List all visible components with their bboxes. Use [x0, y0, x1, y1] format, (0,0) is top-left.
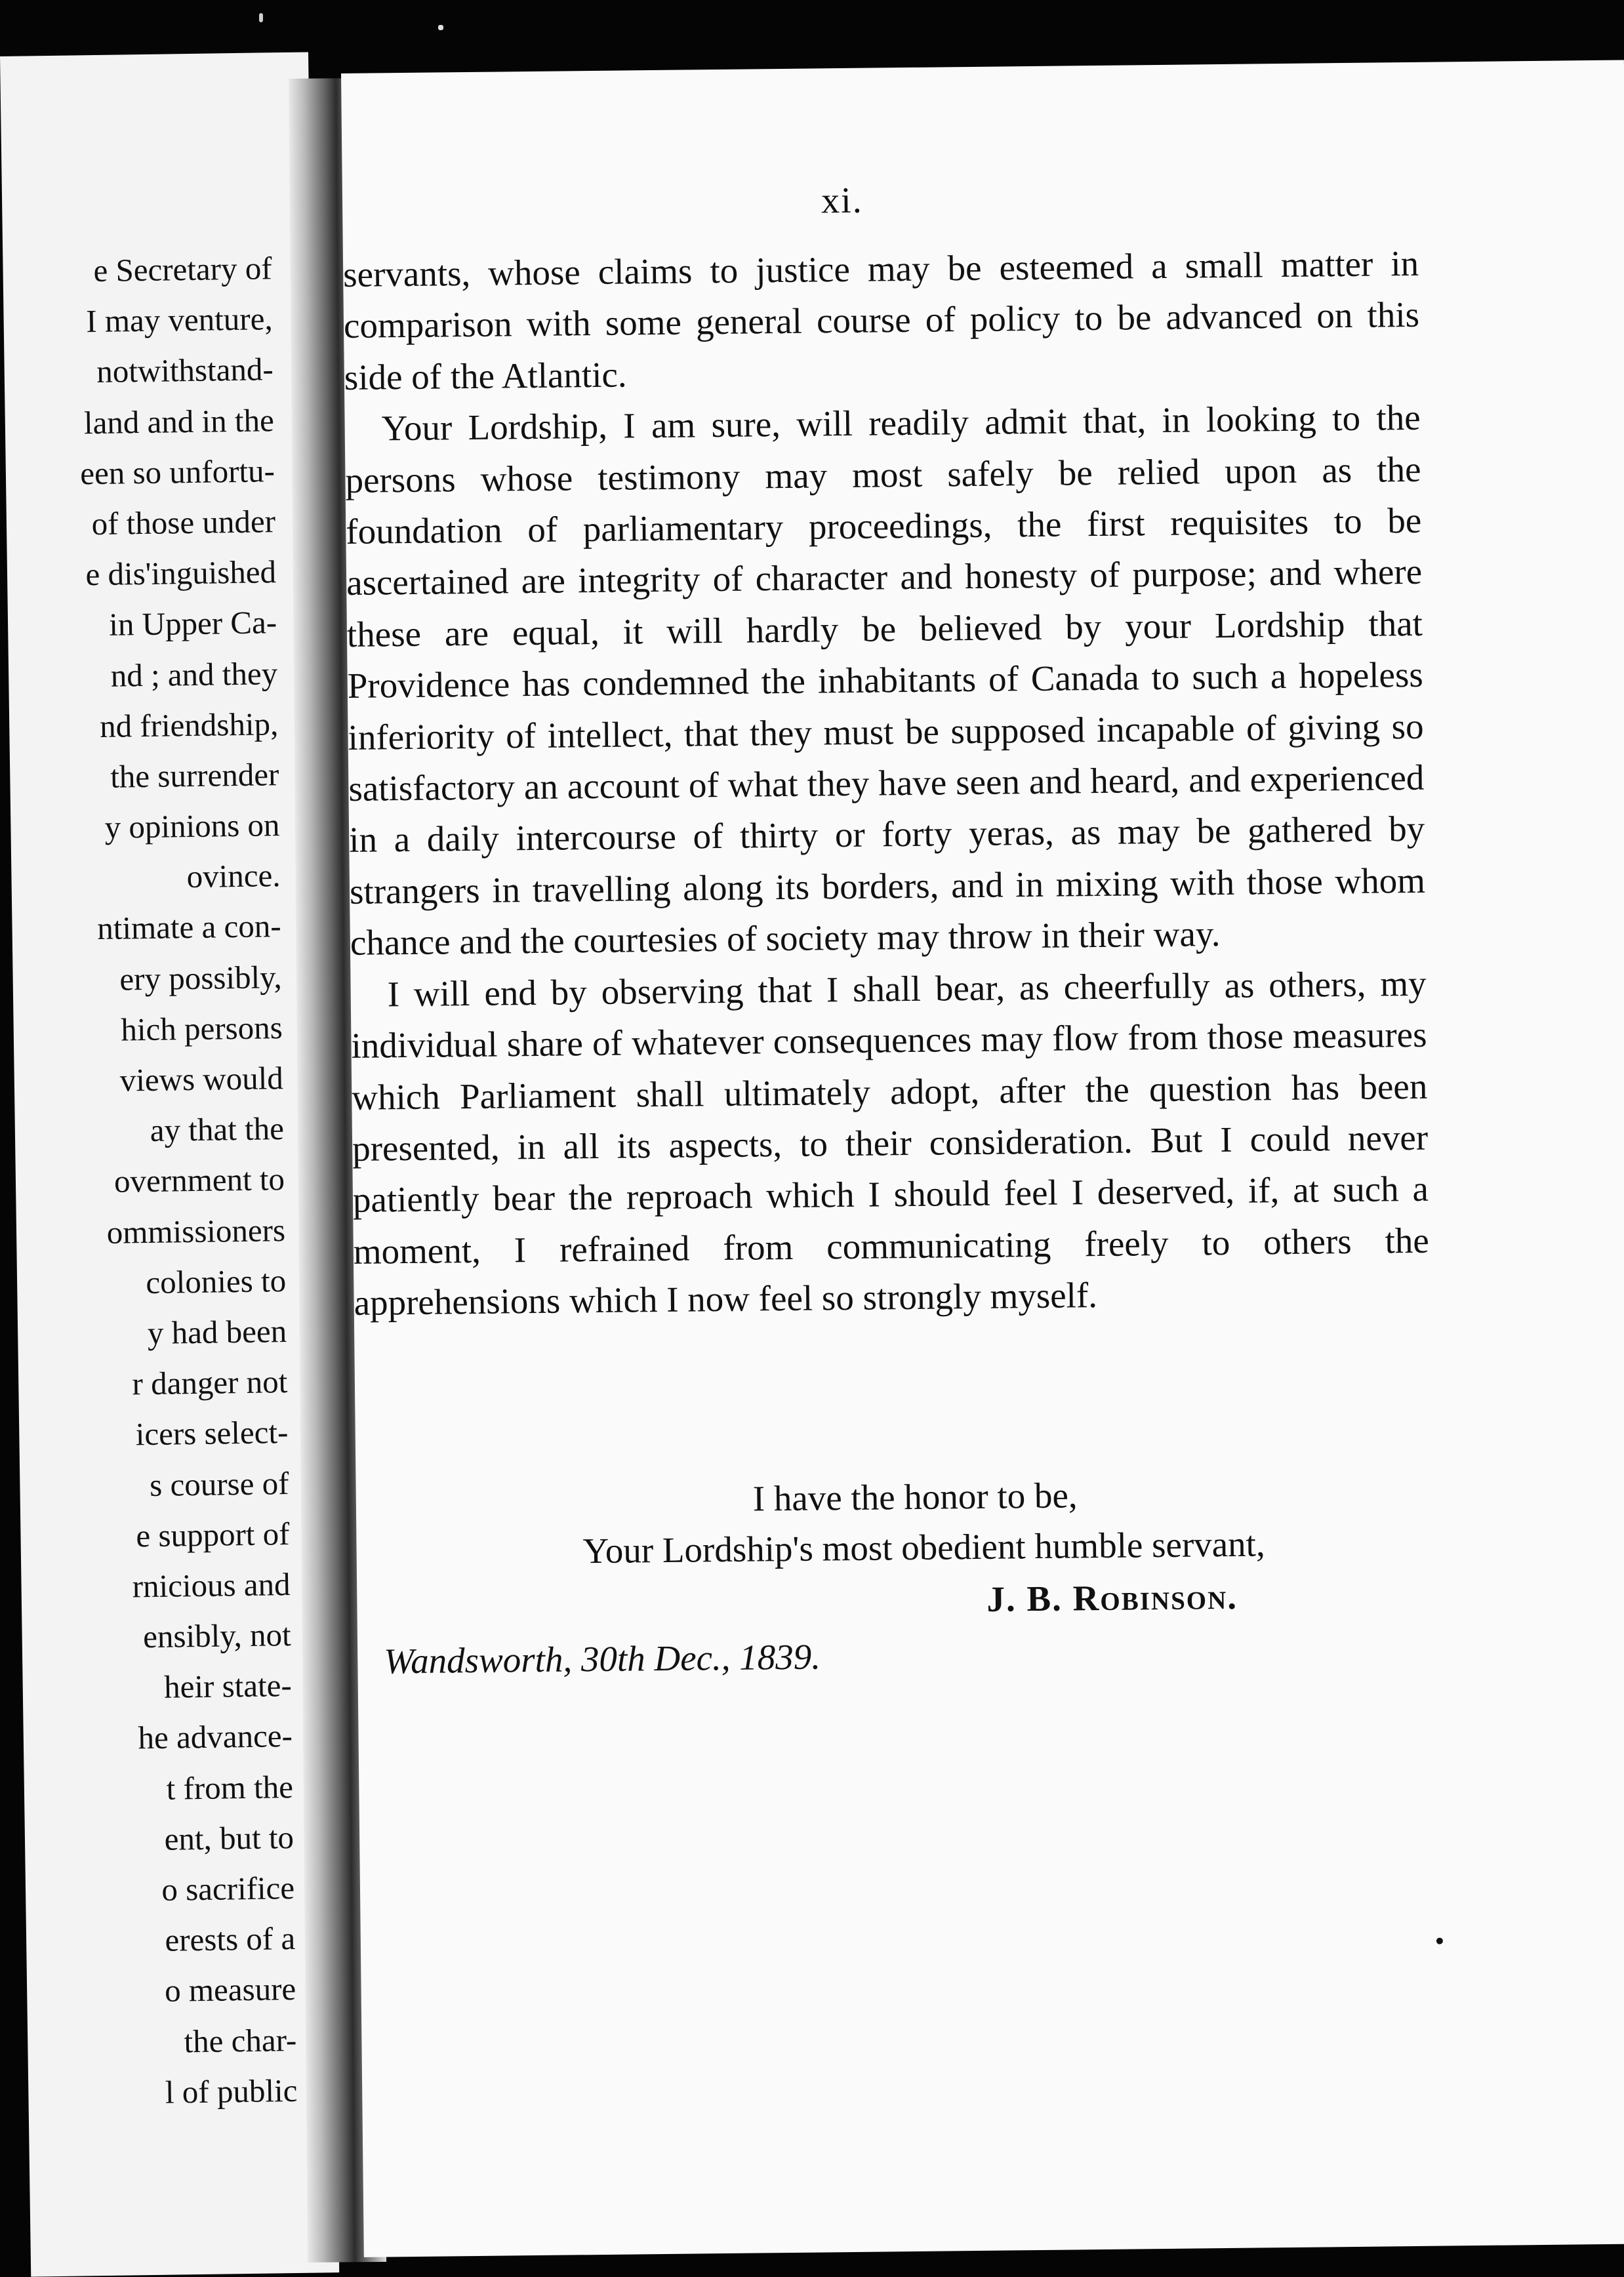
- left-page-line: [9, 698, 279, 753]
- left-page-line-text: o sacrifice: [161, 1870, 295, 1908]
- left-page-line: [23, 1710, 293, 1765]
- left-page-line: [14, 1103, 284, 1158]
- left-facing-page: [0, 52, 339, 2276]
- left-page-line-text: land and in the: [83, 401, 275, 441]
- left-page-line-text: views would: [119, 1060, 284, 1098]
- signature: [986, 1576, 1238, 1620]
- left-page-line-text: r danger not: [132, 1363, 288, 1402]
- left-page-line-text: ntimate a con-: [96, 908, 281, 947]
- left-page-line: [4, 344, 274, 399]
- signature-initials: J. B.: [986, 1578, 1073, 1619]
- left-page-line-text: notwithstand-: [96, 351, 274, 390]
- left-page-line: [17, 1255, 287, 1310]
- left-page-line: [28, 2015, 297, 2069]
- left-page-line-text: ovince.: [186, 857, 281, 895]
- left-page-line: [16, 1205, 286, 1259]
- left-page-line-text: ensibly, not: [142, 1617, 292, 1655]
- left-page-line: [3, 293, 273, 348]
- left-page-line: [26, 1913, 296, 1967]
- left-page-line: [28, 2065, 298, 2120]
- left-page-line: [22, 1660, 292, 1714]
- left-page-line: [13, 1002, 283, 1057]
- left-page-line: [10, 749, 279, 803]
- left-page-line-text: hich persons: [121, 1009, 283, 1048]
- salutation: I have the honor to be,: [752, 1475, 1078, 1519]
- left-page-line-text: ery possibly,: [119, 958, 283, 997]
- left-page-line-text: erests of a: [165, 1920, 296, 1958]
- left-page-line-text: y opinions on: [104, 807, 280, 845]
- left-page-line-text: e dis'inguished: [85, 554, 277, 593]
- left-page-line-text: ommissioners: [106, 1211, 286, 1251]
- left-page-line-text: o measure: [164, 1971, 296, 2009]
- left-page-line-text: of those under: [91, 503, 276, 542]
- left-page-line-text: icers select-: [135, 1414, 289, 1453]
- place-and-date: Wandsworth, 30th Dec., 1839.: [384, 1636, 821, 1682]
- left-page-line: [8, 597, 277, 652]
- left-page-line-text: ay that the: [150, 1110, 285, 1149]
- left-page-line-text: s course of: [149, 1464, 289, 1503]
- left-page-line-text: in Upper Ca-: [108, 604, 277, 643]
- paragraph-3: I will end by observing that I shall bear, as cheerfully as others, my individual share of whatever consequences may flow from those measures which Parliament shall ultimately adopt, after the question has been presented, in all its aspects, to their consideration. But I could never patiently bear the reproach which I should feel I deserved, if, at such a moment, I refrained from communicating freely to others the apprehensions which I now feel so strongly myself.: [351, 963, 1430, 1323]
- right-page: [341, 60, 1624, 2257]
- left-page-line: [19, 1407, 289, 1461]
- left-page-line-text: l of public: [165, 2072, 298, 2110]
- letter-body: [343, 238, 1430, 1329]
- left-page-line: [5, 395, 274, 449]
- page-number: xi.: [821, 180, 863, 222]
- left-page-line: [12, 952, 282, 1006]
- left-page-line-text: overnment to: [113, 1161, 285, 1200]
- left-page-line: [5, 445, 275, 500]
- signature-surname: Robinson.: [1072, 1576, 1238, 1619]
- left-page-line: [11, 850, 281, 904]
- left-page-line: [21, 1559, 291, 1613]
- left-page-line: [7, 546, 277, 601]
- scan-speck: [438, 25, 443, 30]
- left-page-line: [14, 1053, 283, 1107]
- left-page-line: [18, 1356, 288, 1411]
- left-page-line-text: e support of: [136, 1515, 290, 1554]
- left-page-line-text: y had been: [147, 1313, 287, 1351]
- left-page-line: [10, 799, 280, 854]
- left-page-line-text: nd ; and they: [110, 655, 278, 694]
- left-page-line-text: the char-: [184, 2021, 297, 2059]
- left-page-line: [20, 1458, 289, 1512]
- left-page-line: [20, 1508, 290, 1563]
- left-page-line-text: the surrender: [110, 756, 279, 795]
- left-page-line: [24, 1812, 294, 1866]
- left-page-line-text: rnicious and: [132, 1565, 291, 1605]
- left-page-text: [3, 243, 298, 2119]
- left-page-line: [27, 1964, 296, 2018]
- left-page-line: [9, 648, 278, 702]
- left-page-line-text: nd friendship,: [99, 705, 279, 744]
- ink-speck: [1436, 1938, 1443, 1945]
- left-page-line: [6, 496, 275, 550]
- left-page-line: [15, 1154, 285, 1208]
- left-page-line-text: colonies to: [146, 1262, 287, 1300]
- paragraph-2: Your Lordship, I am sure, will readily admit that, in looking to the persons whose testimony may most safely be relied upon as the foundation of parliamentary proceedings, the first requisites to be ascertained are integrity of character and honesty of purpose; and where these are equal, it will hardly be believed by your Lordship that Providence has condemned the inhabitants of Canada to such a hopeless inferiority of intellect, that they must be supposed incapable of giving so satisfactory an account of what they have seen and heard, and experienced in a daily intercourse of thirty or forty yeras, as may be gathered by strangers in travelling along its borders, and in mixing with those whom chance and the courtesies of society may throw in their way.: [345, 397, 1426, 963]
- left-page-line: [18, 1306, 287, 1360]
- left-page-line: [26, 1863, 295, 1917]
- left-page-line: [3, 243, 272, 297]
- left-page-line-text: ent, but to: [164, 1819, 294, 1857]
- scan-speck: [259, 13, 263, 22]
- left-page-line: [12, 901, 281, 956]
- left-page-line: [24, 1762, 293, 1816]
- left-page-line-text: I may venture,: [85, 300, 274, 340]
- left-page-line-text: heir state-: [163, 1667, 293, 1705]
- left-page-line-text: he advance-: [138, 1718, 293, 1756]
- left-page-line-text: t from the: [166, 1768, 294, 1807]
- paragraph-1: servants, whose claims to justice may be esteemed a small matter in comparison with some general course of policy to be advanced on this side of the Atlantic.: [342, 243, 1420, 397]
- left-page-line-text: e Secretary of: [93, 250, 272, 289]
- complimentary-close: Your Lordship's most obedient humble servant,: [582, 1523, 1265, 1571]
- left-page-line-text: een so unfortu-: [79, 452, 275, 492]
- left-page-line: [22, 1609, 291, 1664]
